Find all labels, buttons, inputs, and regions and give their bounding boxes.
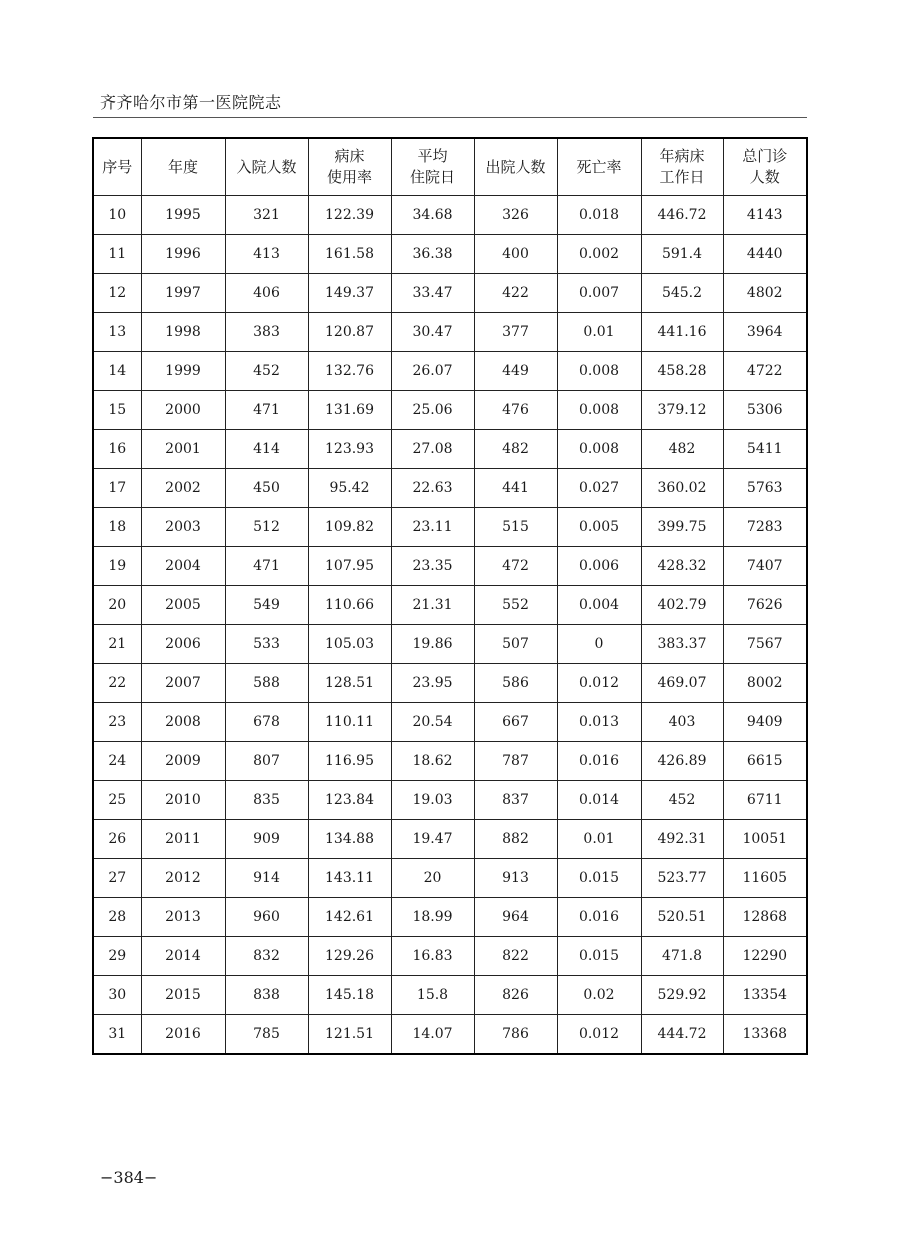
table-cell: 0.002: [557, 235, 641, 274]
table-cell: 379.12: [641, 391, 723, 430]
table-cell: 30.47: [391, 313, 474, 352]
table-cell: 129.26: [308, 937, 391, 976]
table-row: [93, 235, 807, 274]
table-cell: 399.75: [641, 508, 723, 547]
column-header-line1: 年度: [167, 157, 198, 176]
table-cell: 20: [93, 586, 141, 625]
table-cell: 441.16: [641, 313, 723, 352]
table-cell: 515: [474, 508, 557, 547]
table-cell: 143.11: [308, 859, 391, 898]
column-header-line2: 住院日: [409, 168, 455, 186]
table-cell: 0.004: [557, 586, 641, 625]
column-header: [93, 138, 141, 196]
table-row: [93, 625, 807, 664]
table-cell: 1997: [141, 274, 225, 313]
table-cell: 2002: [141, 469, 225, 508]
table-cell: 2016: [141, 1015, 225, 1055]
table-cell: 29: [93, 937, 141, 976]
table-cell: 22.63: [391, 469, 474, 508]
column-header: [141, 138, 225, 196]
table-cell: 822: [474, 937, 557, 976]
table-cell: 27.08: [391, 430, 474, 469]
table-cell: 2013: [141, 898, 225, 937]
table-cell: 512: [225, 508, 308, 547]
running-title: 齐齐哈尔市第一医院院志: [100, 93, 282, 112]
table-cell: 471: [225, 547, 308, 586]
table-cell: 406: [225, 274, 308, 313]
table-cell: 7567: [723, 625, 807, 664]
table-cell: 0.016: [557, 742, 641, 781]
table-cell: 16: [93, 430, 141, 469]
table-cell: 837: [474, 781, 557, 820]
table-cell: 14: [93, 352, 141, 391]
table-cell: 23.95: [391, 664, 474, 703]
table-row: [93, 508, 807, 547]
table-cell: 426.89: [641, 742, 723, 781]
table-cell: 482: [474, 430, 557, 469]
table-cell: 20.54: [391, 703, 474, 742]
table-cell: 19: [93, 547, 141, 586]
table-row: [93, 274, 807, 313]
table-cell: 1999: [141, 352, 225, 391]
table-cell: 18.99: [391, 898, 474, 937]
table-cell: 110.11: [308, 703, 391, 742]
table-cell: 0.02: [557, 976, 641, 1015]
table-cell: 469.07: [641, 664, 723, 703]
table-cell: 25: [93, 781, 141, 820]
table-cell: 413: [225, 235, 308, 274]
table-cell: 131.69: [308, 391, 391, 430]
table-cell: 0.008: [557, 430, 641, 469]
table-cell: 13368: [723, 1015, 807, 1055]
table-cell: 2009: [141, 742, 225, 781]
table-cell: 17: [93, 469, 141, 508]
table-cell: 0.008: [557, 352, 641, 391]
table-row: [93, 313, 807, 352]
table-cell: 835: [225, 781, 308, 820]
column-header-line1: 入院人数: [236, 157, 297, 176]
table-cell: 0.014: [557, 781, 641, 820]
table-row: [93, 898, 807, 937]
table-row: [93, 430, 807, 469]
table-cell: 0.016: [557, 898, 641, 937]
table-cell: 161.58: [308, 235, 391, 274]
table-cell: 34.68: [391, 196, 474, 235]
table-cell: 30: [93, 976, 141, 1015]
column-header-line1: 年病床: [659, 147, 705, 165]
table-row: [93, 976, 807, 1015]
table-cell: 545.2: [641, 274, 723, 313]
table-cell: 321: [225, 196, 308, 235]
table-cell: 403: [641, 703, 723, 742]
table-cell: 7626: [723, 586, 807, 625]
table-cell: 549: [225, 586, 308, 625]
table-cell: 95.42: [308, 469, 391, 508]
table-row: [93, 1015, 807, 1055]
table-cell: 785: [225, 1015, 308, 1055]
table-cell: 19.86: [391, 625, 474, 664]
table-cell: 882: [474, 820, 557, 859]
table-cell: 446.72: [641, 196, 723, 235]
table-cell: 0.013: [557, 703, 641, 742]
table-cell: 2015: [141, 976, 225, 1015]
table-cell: 520.51: [641, 898, 723, 937]
table-cell: 402.79: [641, 586, 723, 625]
table-cell: 1996: [141, 235, 225, 274]
statistics-table: [92, 137, 808, 1055]
table-cell: 10: [93, 196, 141, 235]
table-cell: 441: [474, 469, 557, 508]
table-cell: 14.07: [391, 1015, 474, 1055]
table-cell: 591.4: [641, 235, 723, 274]
table-cell: 826: [474, 976, 557, 1015]
table-cell: 667: [474, 703, 557, 742]
table-cell: 22: [93, 664, 141, 703]
table-cell: 5411: [723, 430, 807, 469]
table-cell: 4143: [723, 196, 807, 235]
table-cell: 471: [225, 391, 308, 430]
table-cell: 110.66: [308, 586, 391, 625]
table-cell: 109.82: [308, 508, 391, 547]
table-cell: 4802: [723, 274, 807, 313]
table-cell: 7407: [723, 547, 807, 586]
table-cell: 529.92: [641, 976, 723, 1015]
table-cell: 0.018: [557, 196, 641, 235]
column-header-line2: 工作日: [659, 168, 705, 186]
table-row: [93, 937, 807, 976]
table-cell: 482: [641, 430, 723, 469]
table-cell: 12: [93, 274, 141, 313]
table-cell: 2008: [141, 703, 225, 742]
table-cell: 16.83: [391, 937, 474, 976]
table-cell: 0.005: [557, 508, 641, 547]
table-cell: 422: [474, 274, 557, 313]
table-cell: 1998: [141, 313, 225, 352]
table-cell: 18.62: [391, 742, 474, 781]
table-cell: 452: [641, 781, 723, 820]
table-cell: 24: [93, 742, 141, 781]
table-cell: 13: [93, 313, 141, 352]
table-cell: 20: [391, 859, 474, 898]
column-header-line2: 使用率: [326, 168, 372, 186]
table-cell: 2000: [141, 391, 225, 430]
table-cell: 0.01: [557, 313, 641, 352]
column-header: [391, 138, 474, 196]
table-cell: 360.02: [641, 469, 723, 508]
table-cell: 450: [225, 469, 308, 508]
table-cell: 444.72: [641, 1015, 723, 1055]
table-cell: 8002: [723, 664, 807, 703]
table-cell: 10051: [723, 820, 807, 859]
table-cell: 0.012: [557, 1015, 641, 1055]
table-row: [93, 820, 807, 859]
table-cell: 0.008: [557, 391, 641, 430]
table-cell: 452: [225, 352, 308, 391]
column-header: [557, 138, 641, 196]
table-cell: 12290: [723, 937, 807, 976]
column-header-line1: 出院人数: [485, 157, 546, 176]
page-number: −384−: [100, 1168, 158, 1187]
table-cell: 19.47: [391, 820, 474, 859]
table-cell: 0.012: [557, 664, 641, 703]
table-cell: 2012: [141, 859, 225, 898]
table-row: [93, 703, 807, 742]
table-cell: 586: [474, 664, 557, 703]
table-header-row: [93, 138, 807, 196]
table-cell: 472: [474, 547, 557, 586]
table-cell: 107.95: [308, 547, 391, 586]
table-cell: 964: [474, 898, 557, 937]
table-cell: 588: [225, 664, 308, 703]
table-cell: 1995: [141, 196, 225, 235]
table-cell: 36.38: [391, 235, 474, 274]
table-row: [93, 742, 807, 781]
table-cell: 4722: [723, 352, 807, 391]
table-cell: 913: [474, 859, 557, 898]
table-cell: 838: [225, 976, 308, 1015]
table-cell: 142.61: [308, 898, 391, 937]
table-cell: 960: [225, 898, 308, 937]
table-cell: 0.027: [557, 469, 641, 508]
table-cell: 428.32: [641, 547, 723, 586]
table-cell: 120.87: [308, 313, 391, 352]
table-cell: 787: [474, 742, 557, 781]
header-rule: [93, 117, 807, 118]
table-cell: 11605: [723, 859, 807, 898]
table-cell: 914: [225, 859, 308, 898]
table-cell: 2005: [141, 586, 225, 625]
table-cell: 23.11: [391, 508, 474, 547]
table-cell: 507: [474, 625, 557, 664]
table-cell: 23.35: [391, 547, 474, 586]
table-cell: 3964: [723, 313, 807, 352]
table-cell: 121.51: [308, 1015, 391, 1055]
column-header-line1: 病床: [334, 147, 365, 165]
table-cell: 0.015: [557, 937, 641, 976]
table-cell: 807: [225, 742, 308, 781]
table-cell: 7283: [723, 508, 807, 547]
table-row: [93, 196, 807, 235]
table-cell: 0.007: [557, 274, 641, 313]
table-cell: 15.8: [391, 976, 474, 1015]
table-body: [93, 196, 807, 1055]
table-cell: 383: [225, 313, 308, 352]
table-cell: 458.28: [641, 352, 723, 391]
table-cell: 13354: [723, 976, 807, 1015]
table-cell: 449: [474, 352, 557, 391]
column-header-line1: 总门诊: [742, 147, 788, 165]
table-cell: 6711: [723, 781, 807, 820]
table-cell: 786: [474, 1015, 557, 1055]
table-cell: 9409: [723, 703, 807, 742]
table-cell: 414: [225, 430, 308, 469]
table-cell: 400: [474, 235, 557, 274]
table-cell: 2007: [141, 664, 225, 703]
table-cell: 5306: [723, 391, 807, 430]
table-cell: 27: [93, 859, 141, 898]
column-header: [225, 138, 308, 196]
table-cell: 377: [474, 313, 557, 352]
table-row: [93, 352, 807, 391]
table-cell: 11: [93, 235, 141, 274]
table-cell: 26.07: [391, 352, 474, 391]
table-row: [93, 781, 807, 820]
table-cell: 31: [93, 1015, 141, 1055]
table-cell: 678: [225, 703, 308, 742]
table-cell: 492.31: [641, 820, 723, 859]
table-cell: 149.37: [308, 274, 391, 313]
table-cell: 0.015: [557, 859, 641, 898]
table-cell: 2006: [141, 625, 225, 664]
column-header-line2: 人数: [749, 168, 780, 186]
table-cell: 18: [93, 508, 141, 547]
table-cell: 26: [93, 820, 141, 859]
column-header: [308, 138, 391, 196]
table-cell: 832: [225, 937, 308, 976]
column-header: [474, 138, 557, 196]
table-cell: 471.8: [641, 937, 723, 976]
table-cell: 23: [93, 703, 141, 742]
table-cell: 2014: [141, 937, 225, 976]
table-cell: 2001: [141, 430, 225, 469]
table-cell: 12868: [723, 898, 807, 937]
table-cell: 132.76: [308, 352, 391, 391]
table-cell: 128.51: [308, 664, 391, 703]
table-cell: 2004: [141, 547, 225, 586]
table-cell: 116.95: [308, 742, 391, 781]
table-cell: 123.84: [308, 781, 391, 820]
table-cell: 476: [474, 391, 557, 430]
table-row: [93, 469, 807, 508]
table-cell: 15: [93, 391, 141, 430]
table-cell: 28: [93, 898, 141, 937]
column-header-line1: 死亡率: [576, 157, 622, 176]
table-cell: 2011: [141, 820, 225, 859]
table-row: [93, 664, 807, 703]
column-header-line1: 平均: [417, 147, 448, 165]
table-cell: 33.47: [391, 274, 474, 313]
table-cell: 19.03: [391, 781, 474, 820]
table-cell: 523.77: [641, 859, 723, 898]
table-cell: 2003: [141, 508, 225, 547]
table-row: [93, 586, 807, 625]
table-cell: 5763: [723, 469, 807, 508]
table-row: [93, 547, 807, 586]
table-cell: 6615: [723, 742, 807, 781]
column-header: [641, 138, 723, 196]
table-cell: 21.31: [391, 586, 474, 625]
table-cell: 0: [557, 625, 641, 664]
table-cell: 0.01: [557, 820, 641, 859]
table-cell: 2010: [141, 781, 225, 820]
table-cell: 4440: [723, 235, 807, 274]
table-cell: 552: [474, 586, 557, 625]
table-cell: 134.88: [308, 820, 391, 859]
table-cell: 105.03: [308, 625, 391, 664]
column-header-line1: 序号: [102, 157, 133, 176]
table-cell: 383.37: [641, 625, 723, 664]
table-cell: 21: [93, 625, 141, 664]
table-cell: 25.06: [391, 391, 474, 430]
table-row: [93, 859, 807, 898]
table-cell: 909: [225, 820, 308, 859]
table-cell: 122.39: [308, 196, 391, 235]
table-cell: 533: [225, 625, 308, 664]
table-cell: 0.006: [557, 547, 641, 586]
table-row: [93, 391, 807, 430]
table-cell: 326: [474, 196, 557, 235]
table-cell: 145.18: [308, 976, 391, 1015]
table-cell: 123.93: [308, 430, 391, 469]
column-header: [723, 138, 807, 196]
